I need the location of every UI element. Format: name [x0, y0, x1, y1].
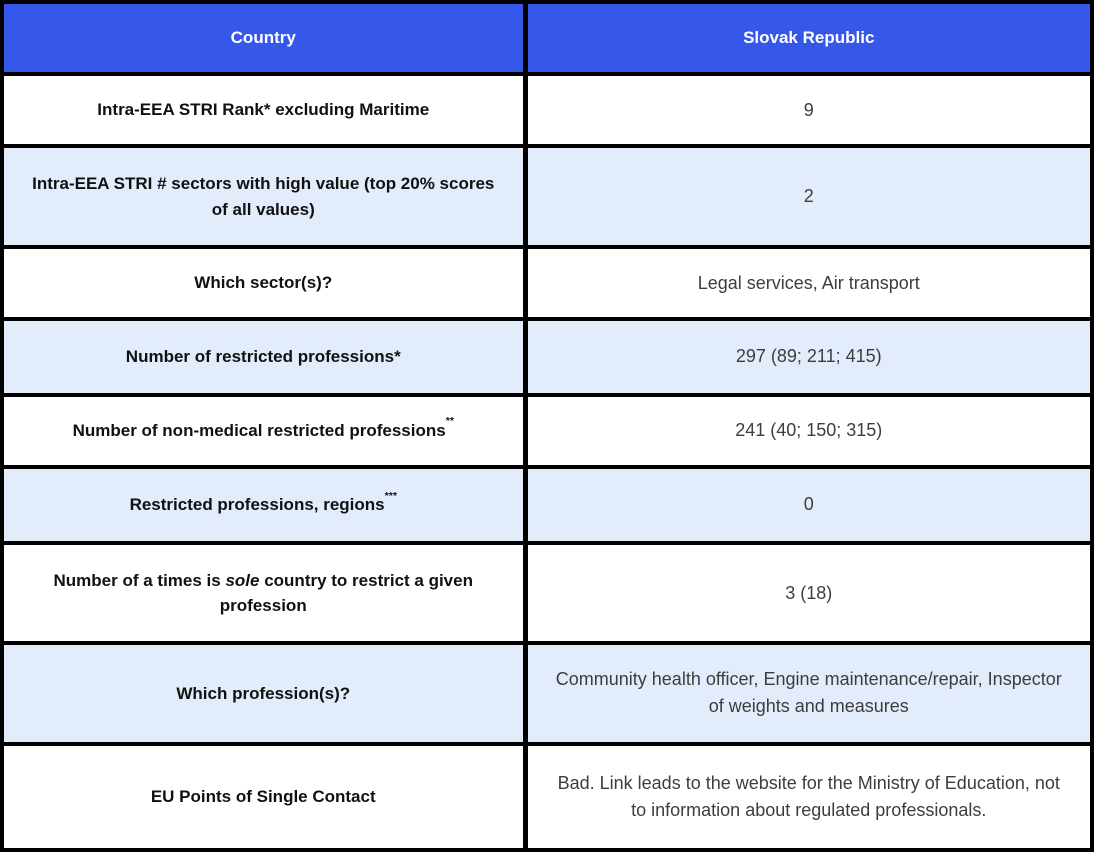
table-row: [2, 247, 1092, 319]
table-header: [2, 2, 1092, 74]
row-value-stri-rank: 9: [525, 74, 1092, 146]
row-value-high-value-sectors: 2: [525, 146, 1092, 247]
table-row: [2, 543, 1092, 643]
table-row: [2, 74, 1092, 146]
row-label-stri-rank: [2, 74, 525, 146]
row-label-sole-country: [2, 543, 525, 643]
row-value-which-sectors: Legal services, Air transport: [525, 247, 1092, 319]
label-text: Number of non-medical restricted professions: [72, 420, 446, 440]
row-label-restricted-professions: [2, 319, 525, 394]
table-row: [2, 319, 1092, 394]
label-text: Restricted professions, regions: [129, 495, 385, 515]
row-value-sole-country: 3 (18): [525, 543, 1092, 643]
label-text: Number of a times is: [53, 570, 226, 590]
label-text: Which sector(s)?: [194, 273, 333, 293]
row-label-eu-points-single-contact: [2, 744, 525, 850]
label-superscript: **: [445, 415, 454, 428]
row-label-high-value-sectors: [2, 146, 525, 247]
row-value-eu-points-single-contact: Bad. Link leads to the website for the Ministry of Education, not to information about regulated professionals.: [525, 744, 1092, 850]
table-row: [2, 643, 1092, 744]
label-text: EU Points of Single Contact: [150, 787, 376, 807]
row-label-which-sectors: [2, 247, 525, 319]
header-row: [2, 2, 1092, 74]
table-body: [2, 74, 1092, 850]
header-cell-country: Country: [2, 2, 525, 74]
table-row: [2, 744, 1092, 850]
label-text: Which profession(s)?: [176, 683, 351, 703]
table-row: [2, 146, 1092, 247]
label-italic: sole: [225, 570, 260, 590]
row-label-non-medical-professions: [2, 395, 525, 467]
row-value-non-medical-professions: 241 (40; 150; 315): [525, 395, 1092, 467]
row-label-which-professions: [2, 643, 525, 744]
label-text-post: country to restrict a given profession: [219, 570, 473, 616]
table-row: [2, 395, 1092, 467]
row-label-regions: [2, 467, 525, 543]
label-text: Intra-EEA STRI Rank* excluding Maritime: [97, 100, 430, 120]
label-text: Number of restricted professions*: [125, 347, 401, 367]
header-cell-country-name: Slovak Republic: [525, 2, 1092, 74]
label-text: Intra-EEA STRI # sectors with high value (top 20% scores of all values): [32, 174, 495, 219]
table-row: [2, 467, 1092, 543]
label-superscript: ***: [384, 489, 397, 502]
row-value-regions: 0: [525, 467, 1092, 543]
row-value-which-professions: Community health officer, Engine maintenance/repair, Inspector of weights and measures: [525, 643, 1092, 744]
row-value-restricted-professions: 297 (89; 211; 415): [525, 319, 1092, 394]
